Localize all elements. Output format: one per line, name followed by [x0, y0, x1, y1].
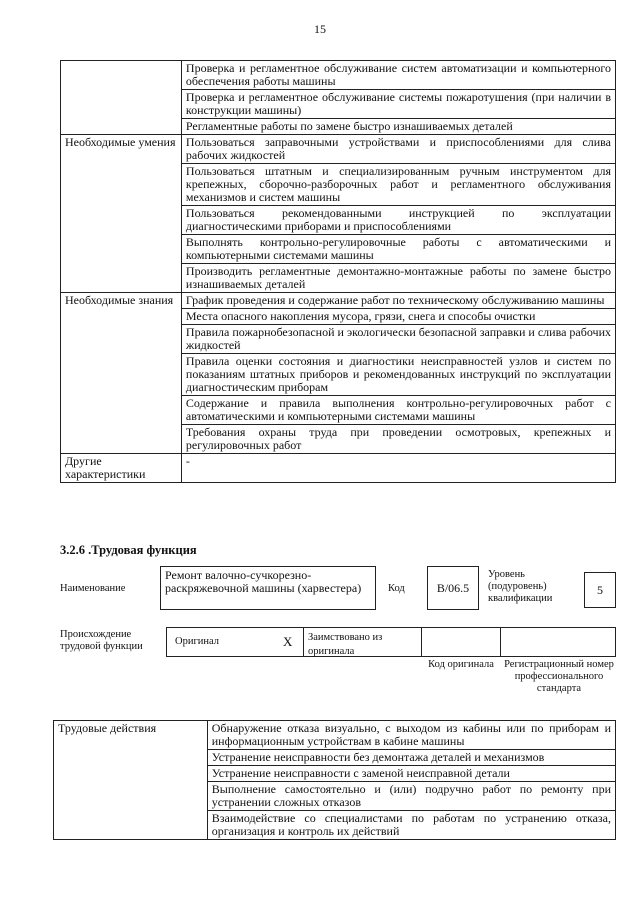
row-label: Необходимые знания: [61, 293, 182, 454]
page-number: 15: [314, 22, 326, 36]
level-label: Уровень (подуровень) квалификации: [488, 569, 553, 604]
origin-original-cell: [166, 627, 304, 657]
table-cell: Пользоваться штатным и специализированным ручным инструментом для крепежных, сборочно-разборочных работ и регламентного обслуживания механизмов и систем машины: [181, 164, 615, 206]
table-cell: Устранение неисправности с заменой неисправной детали: [207, 766, 615, 782]
table-cell: Места опасного накопления мусора, грязи, снега и способы очистки: [181, 309, 615, 325]
origin-label: Происхождение трудовой функции: [60, 629, 143, 652]
table-cell: -: [181, 454, 615, 483]
row-label: Другие характеристики: [61, 454, 182, 483]
table-cell: Устранение неисправности без демонтажа деталей и механизмов: [207, 750, 615, 766]
table-cell: График проведения и содержание работ по техническому обслуживанию машины: [181, 293, 615, 309]
labor-actions-table: [53, 720, 616, 840]
origin-reg-cell: [500, 627, 616, 657]
table-cell: Регламентные работы по замене быстро изнашиваемых деталей: [181, 119, 615, 135]
original-mark: X: [283, 634, 293, 649]
table-cell: Проверка и регламентное обслуживание систем автоматизации и компьютерного обеспечения работы машины: [181, 61, 615, 90]
table-cell: Взаимодействие со специалистами по работам по устранению отказа, организация и контроль их действий: [207, 811, 615, 840]
row-label: Необходимые умения: [61, 135, 182, 293]
table-cell: Выполнять контрольно-регулировочные работы с автоматическими и компьютерными системами машины: [181, 235, 615, 264]
name-label: Наименование: [60, 583, 126, 594]
table-cell: Требования охраны труда при проведении осмотровых, крепежных и регулировочных работ: [181, 425, 615, 454]
table-cell: Обнаружение отказа визуально, с выходом из кабины или по приборам и информационным устройствам в кабине машины: [207, 721, 615, 750]
table-row: [61, 135, 616, 164]
table-row: [54, 721, 616, 750]
table-cell: Правила оценки состояния и диагностики неисправностей узлов и систем по показаниям штатных приборов и рекомендованных инструкций по эксплуатации диагностическим приборам: [181, 354, 615, 396]
level-value: 5: [584, 572, 616, 608]
section-title: 3.2.6 .Трудовая функция: [60, 543, 197, 557]
table-row: [61, 293, 616, 309]
row-label: [61, 61, 182, 135]
origin-code-cell: [421, 627, 501, 657]
table-cell: Содержание и правила выполнения контрольно-регулировочных работ с автоматическими и компьютерными системами машины: [181, 396, 615, 425]
requirements-table: [60, 60, 616, 483]
table-cell: Производить регламентные демонтажно-монтажные работы по замене быстро изнашиваемых деталей: [181, 264, 615, 293]
table-cell: Выполнение самостоятельно и (или) подручно работ по ремонту при устранении сложных отказов: [207, 782, 615, 811]
row-label: Трудовые действия: [54, 721, 208, 840]
origin-borrowed-cell: [303, 627, 422, 657]
reg-caption: Регистрационный номер профессионального стандарта: [504, 659, 614, 694]
table-cell: Пользоваться рекомендованными инструкцией по эксплуатации диагностическими приборами и приспособлениями: [181, 206, 615, 235]
borrowed-label: Заимствовано из оригинала: [308, 632, 383, 657]
table-cell: Пользоваться заправочными устройствами и приспособлениями для слива рабочих жидкостей: [181, 135, 615, 164]
code-label: Код: [388, 583, 405, 594]
table-cell: Проверка и регламентное обслуживание системы пожаротушения (при наличии в конструкции машины): [181, 90, 615, 119]
table-row: [61, 61, 616, 90]
table-cell: Правила пожарнобезопасной и экологически безопасной заправки и слива рабочих жидкостей: [181, 325, 615, 354]
function-name: Ремонт валочно-сучкорезно-раскряжевочной машины (харвестера): [160, 566, 376, 610]
table-row: [61, 454, 616, 483]
original-label: Оригинал: [175, 636, 219, 647]
code-caption: Код оригинала: [428, 659, 494, 670]
function-code: B/06.5: [427, 566, 479, 610]
